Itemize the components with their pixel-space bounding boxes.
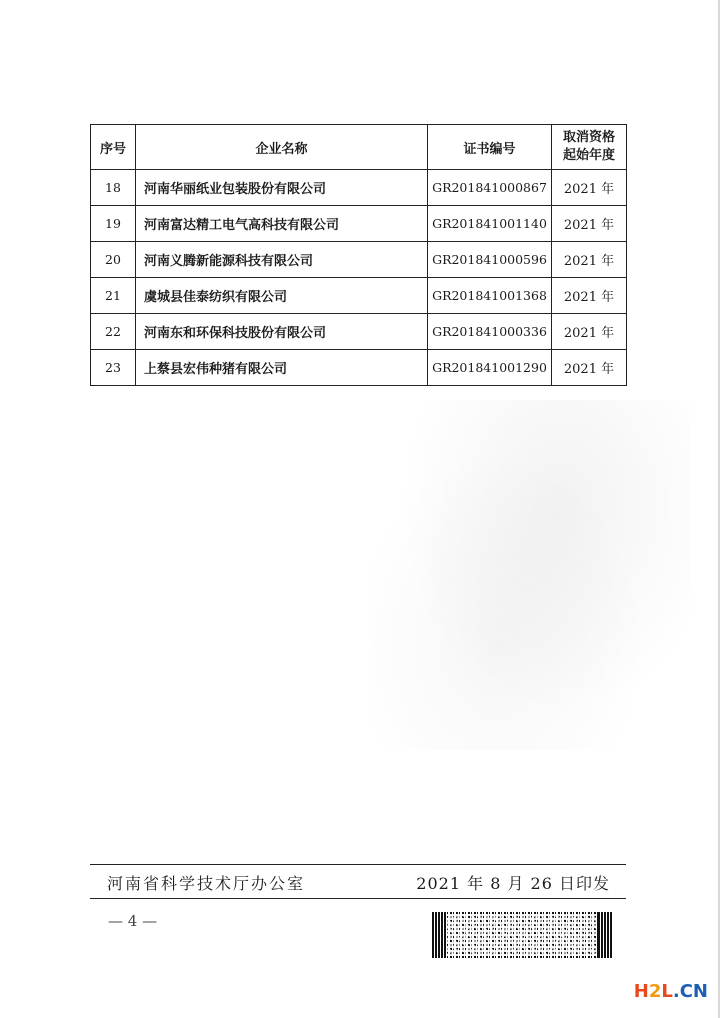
row-index: 18: [91, 170, 136, 206]
row-certificate: GR201841001290: [428, 350, 552, 386]
row-company: 河南义腾新能源科技有限公司: [136, 242, 428, 278]
barcode-pattern: [446, 914, 596, 956]
row-year: 2021 年: [552, 350, 627, 386]
header-revoke-year-line2: 起始年度: [562, 148, 615, 163]
row-index: 21: [91, 278, 136, 314]
table-row: [91, 242, 627, 278]
header-revoke-year: [552, 125, 627, 170]
row-year: 2021 年: [552, 278, 627, 314]
header-certificate: 证书编号: [428, 125, 552, 170]
row-index: 19: [91, 206, 136, 242]
issuer-name: 河南省科学技术厅办公室: [107, 874, 306, 893]
row-year: 2021 年: [552, 242, 627, 278]
row-year: 2021 年: [552, 314, 627, 350]
footer-rule-bottom: [90, 898, 626, 899]
barcode-left-bars: [432, 912, 446, 958]
table-row: [91, 314, 627, 350]
row-certificate: GR201841001140: [428, 206, 552, 242]
row-certificate: GR201841000867: [428, 170, 552, 206]
footer-rule-top: [90, 864, 626, 865]
row-company: 河南华丽纸业包装股份有限公司: [136, 170, 428, 206]
row-certificate: GR201841001368: [428, 278, 552, 314]
row-certificate: GR201841000596: [428, 242, 552, 278]
revoked-qualification-table: [90, 124, 627, 386]
row-company: 虞城县佳泰纺织有限公司: [136, 278, 428, 314]
table-header-row: [91, 125, 627, 170]
row-index: 23: [91, 350, 136, 386]
row-certificate: GR201841000336: [428, 314, 552, 350]
table-row: [91, 278, 627, 314]
issue-date: 2021 年 8 月 26 日印发: [416, 874, 610, 893]
row-index: 22: [91, 314, 136, 350]
watermark-letter-h: H: [633, 981, 649, 1002]
watermark-domain: .CN: [672, 981, 708, 1002]
row-company: 河南东和环保科技股份有限公司: [136, 314, 428, 350]
page-number: — 4 —: [108, 912, 158, 930]
header-index: 序号: [91, 125, 136, 170]
row-company: 河南富达精工电气高科技有限公司: [136, 206, 428, 242]
row-index: 20: [91, 242, 136, 278]
site-watermark-logo: [634, 981, 708, 1002]
header-company: 企业名称: [136, 125, 428, 170]
table-row: [91, 170, 627, 206]
barcode-right-bars: [598, 912, 612, 958]
table-row: [91, 206, 627, 242]
header-revoke-year-line1: 取消资格: [562, 130, 615, 145]
row-year: 2021 年: [552, 206, 627, 242]
watermark-digit-2: 2: [648, 981, 662, 1002]
faint-background-print: [370, 400, 690, 750]
row-year: 2021 年: [552, 170, 627, 206]
row-company: 上蔡县宏伟种猪有限公司: [136, 350, 428, 386]
table-row: [91, 350, 627, 386]
watermark-letter-l: L: [661, 981, 673, 1002]
